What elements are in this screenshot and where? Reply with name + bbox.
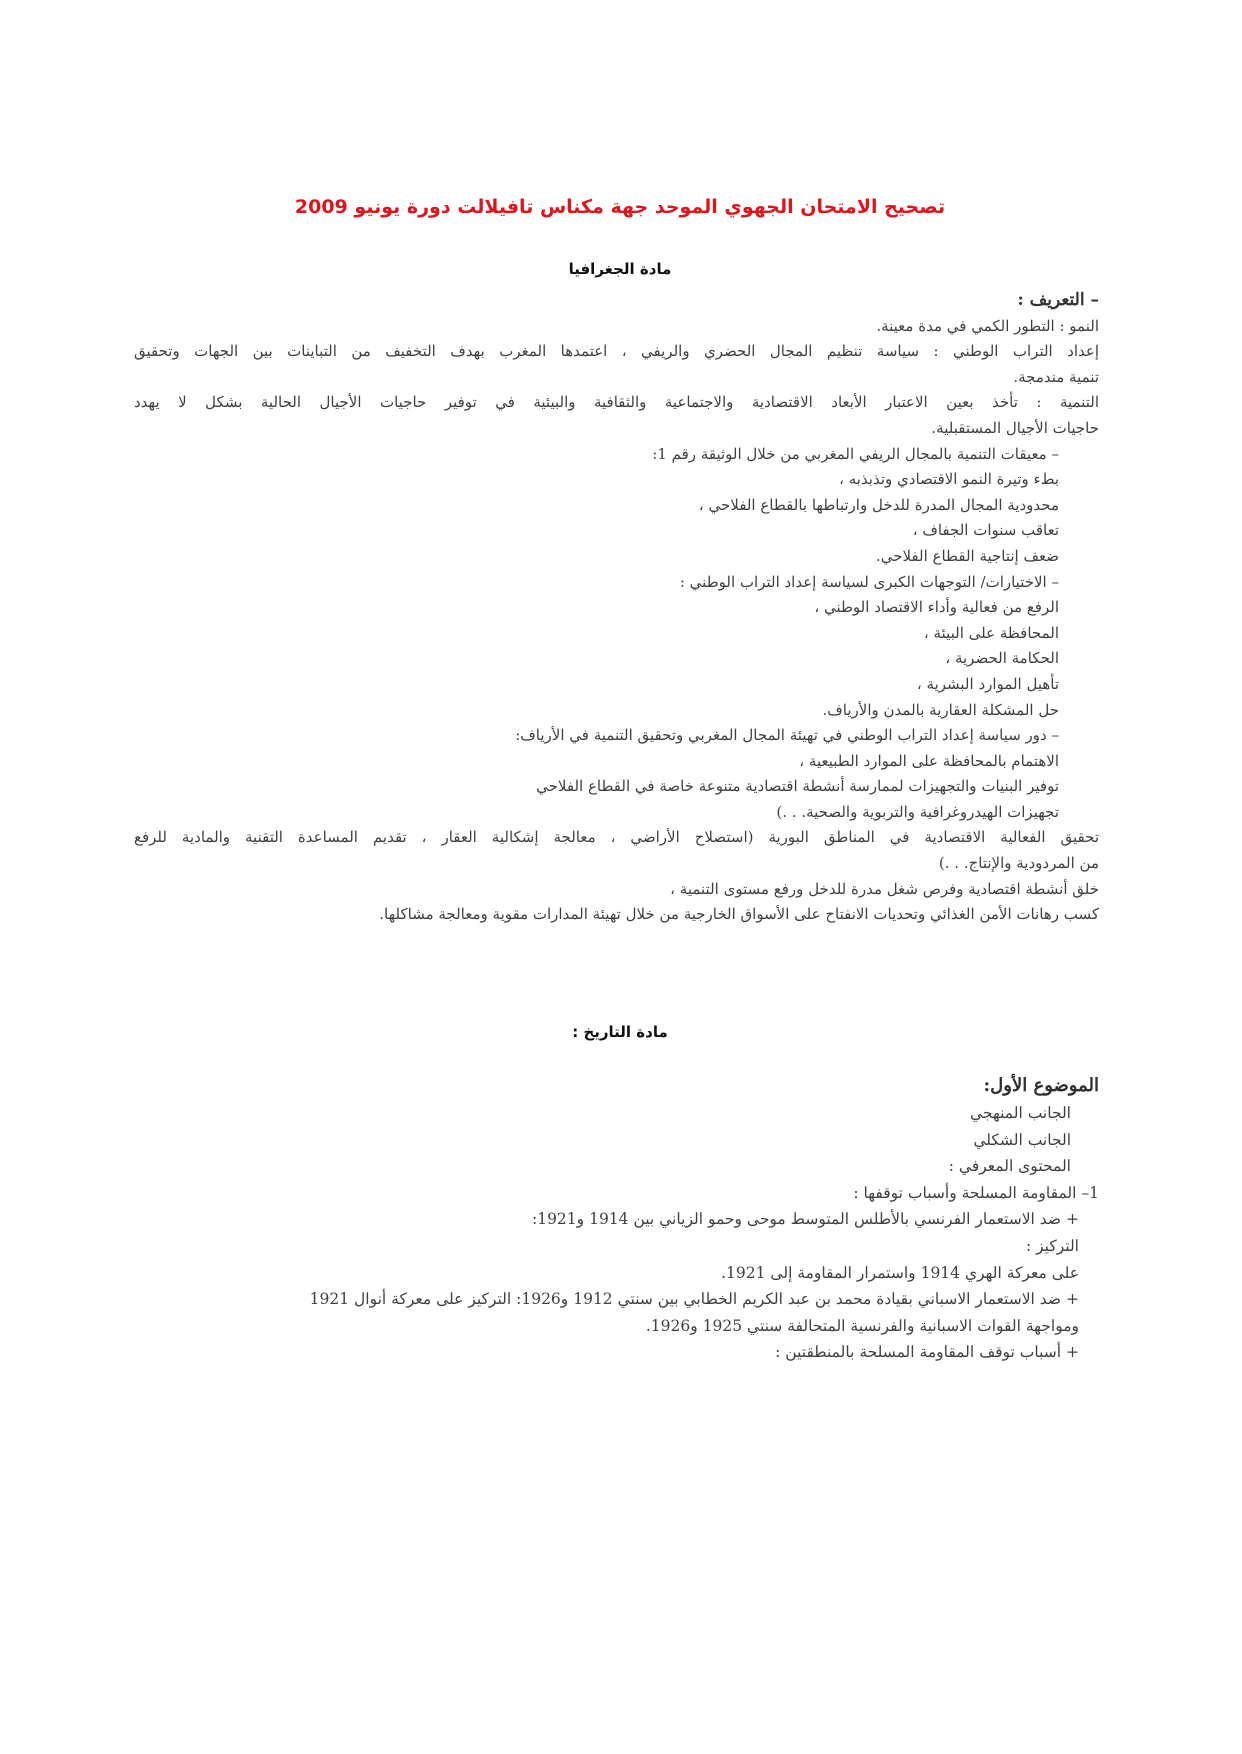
obstacle-item: ضعف إنتاجية القطاع الفلاحي. bbox=[875, 546, 1059, 565]
obstacle-item: بطء وتيرة النمو الاقتصادي وتذبذبه ، bbox=[839, 470, 1059, 489]
role-item: كسب رهانات الأمن الغذائي وتحديات الانفتاح على الأسواق الخارجية من خلال تهيئة المدارات مقوية ومعالجة مشاكلها. bbox=[379, 905, 1099, 924]
resistance-item: + أسباب توقف المقاومة المسلحة بالمنطقتين : bbox=[775, 1343, 1079, 1362]
definition-heading: – التعريف : bbox=[1017, 290, 1099, 310]
obstacle-item: تعاقب سنوات الجفاف ، bbox=[912, 521, 1059, 540]
territory-planning-definition: إعداد التراب الوطني : سياسة تنظيم المجال الحضري والريفي ، اعتمدها المغرب بهدف التخفيف من التباينات بين الجهات وتحقيق bbox=[134, 342, 1099, 361]
choice-item: حل المشكلة العقارية بالمدن والأرياف. bbox=[822, 700, 1059, 719]
growth-definition: النمو : التطور الكمي في مدة معينة. bbox=[876, 316, 1099, 335]
choice-item: الرفع من فعالية وأداء الاقتصاد الوطني ، bbox=[814, 598, 1059, 617]
choice-item: المحافظة على البيئة ، bbox=[923, 623, 1059, 642]
role-item: الاهتمام بالمحافظة على الموارد الطبيعية ، bbox=[799, 751, 1059, 770]
document-title: تصحيح الامتحان الجهوي الموحد جهة مكناس تافيلالت دورة يونيو 2009 bbox=[294, 196, 946, 218]
role-item: خلق أنشطة اقتصادية وفرص شغل مدرة للدخل ورفع مستوى التنمية ، bbox=[670, 879, 1099, 898]
choices-heading: – الاختيارات/ التوجهات الكبرى لسياسة إعداد التراب الوطني : bbox=[679, 572, 1059, 591]
role-heading: – دور سياسة إعداد التراب الوطني في تهيئة المجال المغربي وتحقيق التنمية في الأرياف: bbox=[515, 726, 1059, 745]
resistance-item: + ضد الاستعمار الفرنسي بالأطلس المتوسط موحى وحمو الزياني بين 1914 و1921: bbox=[531, 1210, 1079, 1229]
history-subject-heading: مادة التاريخ : bbox=[572, 1023, 668, 1041]
resistance-item: + ضد الاستعمار الاسباني بقيادة محمد بن عبد الكريم الخطابي بين سنتي 1912 و1926: التركيز على معركة أنوال 1921 bbox=[309, 1290, 1079, 1309]
choice-item: تأهيل الموارد البشرية ، bbox=[916, 674, 1059, 693]
formal-aspect: الجانب الشكلي bbox=[973, 1130, 1071, 1149]
role-item: تحقيق الفعالية الاقتصادية في المناطق البورية (استصلاح الأراضي ، معالجة إشكالية العقار ، تقديم المساعدة التقنية والمادية للرفع bbox=[134, 828, 1099, 847]
role-item: تجهيزات الهيدروغرافية والتربوية والصحية. . .) bbox=[776, 802, 1059, 821]
armed-resistance-heading: 1– المقاومة المسلحة وأسباب توقفها : bbox=[853, 1183, 1099, 1202]
development-definition: التنمية : تأخذ بعين الاعتبار الأبعاد الاقتصادية والاجتماعية والثقافية والبيئية في توفير حاجيات الأجيال الحالية بشكل لا يهدد bbox=[134, 393, 1099, 412]
knowledge-content: المحتوى المعرفي : bbox=[948, 1157, 1071, 1176]
obstacle-item: محدودية المجال المدرة للدخل وارتباطها بالقطاع الفلاحي ، bbox=[698, 495, 1059, 514]
history-answer-block bbox=[134, 1073, 1099, 1367]
obstacles-heading: – معيقات التنمية بالمجال الريفي المغربي من خلال الوثيقة رقم 1: bbox=[652, 444, 1059, 463]
choice-item: الحكامة الحضرية ، bbox=[945, 649, 1059, 668]
resistance-item: على معركة الهري 1914 واستمرار المقاومة إلى 1921. bbox=[721, 1263, 1079, 1282]
focus-label: التركيز : bbox=[1025, 1236, 1079, 1255]
first-topic-heading: الموضوع الأول: bbox=[983, 1075, 1099, 1096]
methodology-aspect: الجانب المنهجي bbox=[970, 1104, 1071, 1122]
role-item: توفير البنيات والتجهيزات لممارسة أنشطة اقتصادية متنوعة خاصة في القطاع الفلاحي bbox=[536, 777, 1059, 796]
territory-planning-definition-cont: تنمية مندمجة. bbox=[1013, 367, 1099, 386]
geography-subject-heading: مادة الجغرافيا bbox=[568, 260, 672, 278]
resistance-item-cont: ومواجهة القوات الاسبانية والفرنسية المتحالفة سنتي 1925 و1926. bbox=[645, 1316, 1079, 1335]
geography-answer-block bbox=[134, 288, 1099, 928]
role-item-cont: من المردودية والإنتاج. . .) bbox=[938, 854, 1099, 873]
development-definition-cont: حاجيات الأجيال المستقبلية. bbox=[931, 418, 1099, 437]
